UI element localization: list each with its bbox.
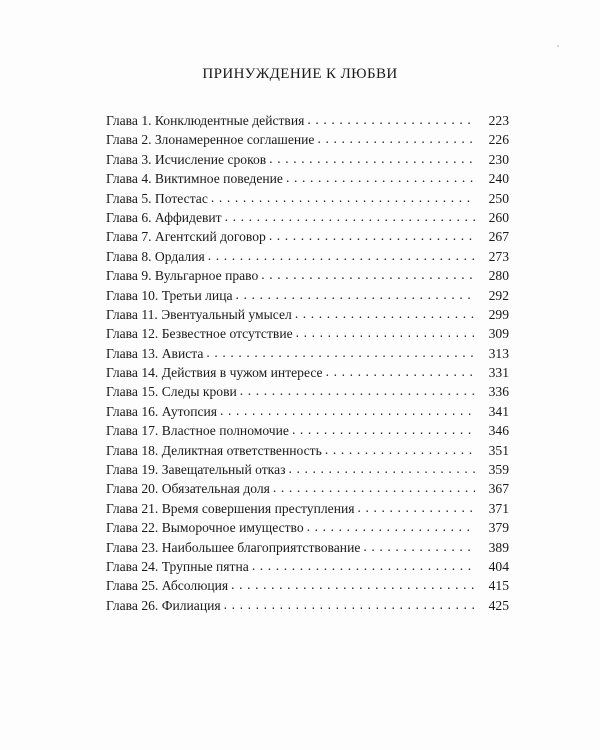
toc-chapter-title: Глава 11. Эвентуальный умысел xyxy=(106,306,292,322)
toc-entry xyxy=(106,344,509,363)
print-speck xyxy=(557,45,559,47)
toc-entry xyxy=(106,111,509,130)
toc-chapter-title: Глава 26. Филиация xyxy=(106,597,221,613)
toc-page-number: 359 xyxy=(488,462,509,478)
toc-page-number: 341 xyxy=(488,403,509,419)
toc-chapter-title: Глава 4. Виктимное поведение xyxy=(106,171,283,187)
toc-page-number: 331 xyxy=(488,365,509,381)
toc-chapter-title: Глава 7. Агентский договор xyxy=(106,229,266,245)
toc-entry xyxy=(106,479,509,498)
toc-dot-leader xyxy=(317,129,475,148)
toc-dot-leader xyxy=(363,537,475,556)
toc-entry xyxy=(106,421,509,440)
toc-dot-leader xyxy=(273,478,475,497)
toc-chapter-title: Глава 20. Обязательная доля xyxy=(106,481,270,497)
toc-entry xyxy=(106,499,509,518)
toc-entry xyxy=(106,150,509,169)
toc-dot-leader xyxy=(240,381,475,400)
toc-chapter-title: Глава 19. Завещательный отказ xyxy=(106,462,286,478)
toc-dot-leader xyxy=(224,595,475,614)
toc-entry xyxy=(106,266,509,285)
toc-entry xyxy=(106,305,509,324)
toc-entry xyxy=(106,130,509,149)
toc-chapter-title: Глава 21. Время совершения преступления xyxy=(106,500,355,516)
toc-dot-leader xyxy=(295,304,475,323)
toc-page-number: 226 xyxy=(488,132,509,148)
toc-chapter-title: Глава 9. Вульгарное право xyxy=(106,268,259,284)
toc-dot-leader xyxy=(358,498,476,517)
toc-chapter-title: Глава 23. Наибольшее благоприятствование xyxy=(106,539,361,555)
toc-chapter-title: Глава 13. Ависта xyxy=(106,345,204,361)
toc-entry xyxy=(106,208,509,227)
toc-entry xyxy=(106,363,509,382)
toc-dot-leader xyxy=(296,323,475,342)
toc-chapter-title: Глава 5. Потестас xyxy=(106,190,208,206)
toc-page-number: 223 xyxy=(488,113,509,128)
toc-dot-leader xyxy=(269,226,475,245)
toc-dot-leader xyxy=(252,556,475,575)
table-of-contents xyxy=(106,111,509,615)
toc-chapter-title: Глава 6. Аффидевит xyxy=(106,209,222,225)
toc-entry xyxy=(106,227,509,246)
toc-entry xyxy=(106,460,509,479)
toc-page-number: 240 xyxy=(488,171,509,187)
toc-page-number: 367 xyxy=(488,481,509,497)
toc-page-number: 299 xyxy=(488,306,509,322)
toc-dot-leader xyxy=(206,343,475,362)
toc-dot-leader xyxy=(236,285,475,304)
toc-page-number: 292 xyxy=(488,287,509,303)
toc-page-number: 389 xyxy=(488,539,509,555)
toc-entry xyxy=(106,441,509,460)
toc-page-number: 267 xyxy=(488,229,509,245)
toc-dot-leader xyxy=(325,440,475,459)
toc-chapter-title: Глава 17. Властное полномочие xyxy=(106,423,289,439)
toc-dot-leader xyxy=(326,362,475,381)
toc-page-number: 250 xyxy=(488,190,509,206)
toc-page-number: 260 xyxy=(488,209,509,225)
toc-page-number: 309 xyxy=(488,326,509,342)
toc-dot-leader xyxy=(208,246,475,265)
toc-chapter-title: Глава 22. Выморочное имущество xyxy=(106,520,304,536)
toc-page-number: 346 xyxy=(488,423,509,439)
toc-dot-leader xyxy=(292,420,475,439)
toc-page-number: 404 xyxy=(488,558,509,574)
toc-entry xyxy=(106,538,509,557)
toc-dot-leader xyxy=(225,207,475,226)
toc-page-number: 273 xyxy=(488,248,509,264)
toc-chapter-title: Глава 15. Следы крови xyxy=(106,384,237,400)
toc-entry xyxy=(106,189,509,208)
toc-chapter-title: Глава 8. Ордалия xyxy=(106,248,205,264)
toc-page-number: 280 xyxy=(488,268,509,284)
toc-page-number: 230 xyxy=(488,151,509,167)
toc-entry xyxy=(106,382,509,401)
toc-entry xyxy=(106,518,509,537)
toc-entry xyxy=(106,576,509,595)
toc-dot-leader xyxy=(231,575,475,594)
toc-dot-leader xyxy=(211,188,475,207)
toc-entry xyxy=(106,402,509,421)
toc-chapter-title: Глава 18. Деликтная ответственность xyxy=(106,442,322,458)
toc-dot-leader xyxy=(307,517,475,536)
toc-entry xyxy=(106,247,509,266)
toc-dot-leader xyxy=(220,401,475,420)
toc-dot-leader xyxy=(307,110,475,129)
toc-chapter-title: Глава 2. Злонамеренное соглашение xyxy=(106,132,315,148)
toc-page-number: 379 xyxy=(488,520,509,536)
toc-page-number: 336 xyxy=(488,384,509,400)
toc-page-number: 351 xyxy=(488,442,509,458)
toc-chapter-title: Глава 25. Абсолюция xyxy=(106,578,229,594)
section-title: ПРИНУЖДЕНИЕ К ЛЮБВИ xyxy=(202,66,398,82)
toc-page-number: 313 xyxy=(488,345,509,361)
toc-entry xyxy=(106,286,509,305)
toc-chapter-title: Глава 16. Аутопсия xyxy=(106,403,218,419)
toc-chapter-title: Глава 24. Трупные пятна xyxy=(106,558,249,574)
toc-page-number: 425 xyxy=(488,597,509,613)
toc-dot-leader xyxy=(269,149,475,168)
toc-entry xyxy=(106,557,509,576)
toc-entry xyxy=(106,169,509,188)
toc-dot-leader xyxy=(286,168,475,187)
toc-chapter-title: Глава 10. Третьи лица xyxy=(106,287,233,303)
toc-entry xyxy=(106,596,509,615)
toc-chapter-title: Глава 14. Действия в чужом интересе xyxy=(106,365,323,381)
toc-dot-leader xyxy=(288,459,475,478)
toc-entry xyxy=(106,324,509,343)
toc-dot-leader xyxy=(261,265,475,284)
toc-chapter-title: Глава 12. Безвестное отсутствие xyxy=(106,326,293,342)
toc-page-number: 415 xyxy=(488,578,509,594)
toc-chapter-title: Глава 3. Исчисление сроков xyxy=(106,151,267,167)
toc-chapter-title: Глава 1. Конклюдентные действия xyxy=(106,113,305,128)
toc-page-number: 371 xyxy=(488,500,509,516)
